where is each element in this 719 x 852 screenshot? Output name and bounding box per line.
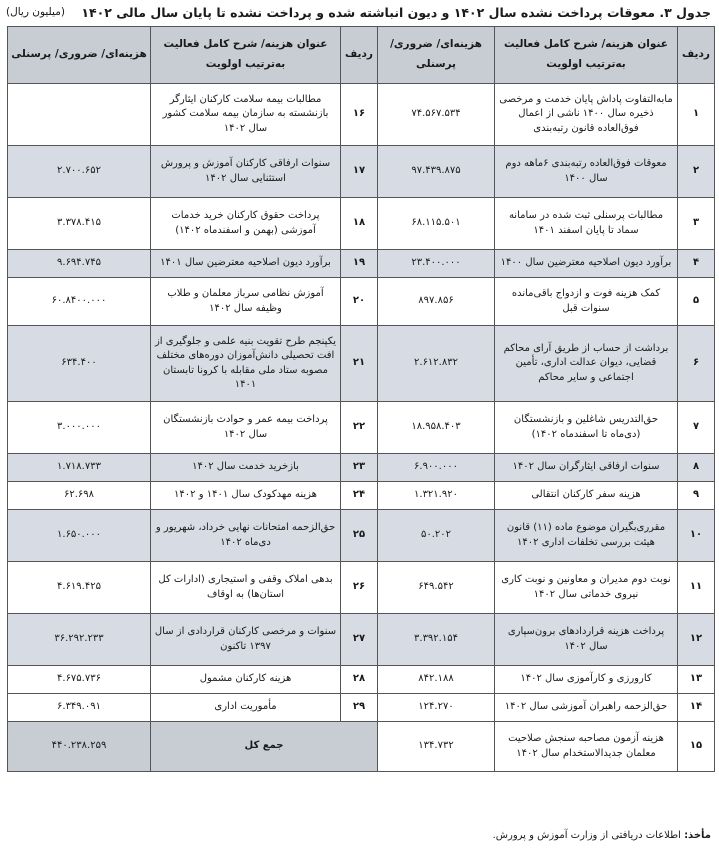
- expense-description-2: پرداخت بیمه عمر و حوادث بازنشستگان سال ۱۴۰۲: [151, 402, 341, 454]
- table-row: [8, 454, 715, 482]
- row-number-2: ۲۴: [341, 482, 378, 510]
- expense-description: مقرری‌بگیران موضوع ماده (۱۱) قانون هیئت بررسی تخلفات اداری ۱۴۰۲: [495, 510, 678, 562]
- row-number-2: ۲۵: [341, 510, 378, 562]
- row-number: ۶: [678, 326, 715, 402]
- header-row: [8, 27, 715, 84]
- arrears-table: [7, 26, 715, 772]
- table-row: [8, 326, 715, 402]
- row-number: ۳: [678, 198, 715, 250]
- expense-description-2: بدهی املاک وقفی و استیجاری (ادارات کل استان‌ها) به اوقاف: [151, 562, 341, 614]
- row-number-2: ۲۱: [341, 326, 378, 402]
- expense-amount: ۵۰.۲۰۲: [378, 510, 495, 562]
- expense-amount-2: ۳.۳۷۸.۴۱۵: [8, 198, 151, 250]
- header-cost: هزینه‌ای/ ضروری/ پرسنلی: [378, 27, 495, 84]
- expense-amount-2: ۴.۶۱۹.۴۲۵: [8, 562, 151, 614]
- row-number-2: ۲۸: [341, 666, 378, 694]
- expense-amount: ۲۳.۴۰۰.۰۰۰: [378, 250, 495, 278]
- table-row: [8, 146, 715, 198]
- row-number: ۱۳: [678, 666, 715, 694]
- expense-amount-2: ۱.۶۵۰.۰۰۰: [8, 510, 151, 562]
- table-row: [8, 402, 715, 454]
- source-note: [493, 830, 711, 841]
- expense-amount-2: ۹.۶۹۴.۷۴۵: [8, 250, 151, 278]
- expense-description: هزینه آزمون مصاحبه سنجش صلاحیت معلمان جدیدالاستخدام سال ۱۴۰۲: [495, 722, 678, 772]
- expense-description: سنوات ارفاقی ایثارگران سال ۱۴۰۲: [495, 454, 678, 482]
- row-number-2: ۲۰: [341, 278, 378, 326]
- row-number-2: ۲۳: [341, 454, 378, 482]
- grand-total: ۴۴۰.۲۳۸.۲۵۹: [8, 722, 151, 772]
- expense-description: کارورزی و کارآموزی سال ۱۴۰۲: [495, 666, 678, 694]
- expense-amount-2: [8, 84, 151, 146]
- header-description-2: عنوان هزینه/ شرح کامل فعالیت به‌ترتیب اولویت: [151, 27, 341, 84]
- expense-amount: ۹۷.۴۳۹.۸۷۵: [378, 146, 495, 198]
- expense-description: پرداخت هزینه قراردادهای برون‌سپاری سال ۱۴۰۲: [495, 614, 678, 666]
- expense-amount: ۶.۹۰۰.۰۰۰: [378, 454, 495, 482]
- row-number: ۵: [678, 278, 715, 326]
- table-row: [8, 614, 715, 666]
- table-row: [8, 562, 715, 614]
- expense-description-2: آموزش نظامی سرباز معلمان و طلاب وظیفه سال ۱۴۰۲: [151, 278, 341, 326]
- row-number: ۲: [678, 146, 715, 198]
- expense-description: مابه‌التفاوت پاداش پایان خدمت و مرخصی ذخیره سال ۱۴۰۰ ناشی از اعمال فوق‌العاده قانون رتبه‌بندی: [495, 84, 678, 146]
- expense-amount: ۲.۶۱۲.۸۳۲: [378, 326, 495, 402]
- expense-description-2: مطالبات بیمه سلامت کارکنان ایثارگر بازنشسته به سازمان بیمه سلامت کشور سال ۱۴۰۲: [151, 84, 341, 146]
- row-number-2: ۱۷: [341, 146, 378, 198]
- expense-description-2: سنوات ارفاقی کارکنان آموزش و پرورش استثنایی سال ۱۴۰۲: [151, 146, 341, 198]
- expense-amount: ۶۴۹.۵۴۲: [378, 562, 495, 614]
- table-caption: [6, 2, 711, 22]
- row-number: ۱۰: [678, 510, 715, 562]
- table-row: [8, 694, 715, 722]
- row-number: ۱۴: [678, 694, 715, 722]
- expense-description-2: یکپنجم طرح تقویت بنیه علمی و جلوگیری از افت تحصیلی دانش‌آموزان دوره‌های مختلف مصوبه ستاد ملی مقابله با کرونا تابستان ۱۴۰۱: [151, 326, 341, 402]
- expense-amount-2: ۳۶.۲۹۲.۲۳۳: [8, 614, 151, 666]
- expense-description: حق‌الزحمه راهبران آموزشی سال ۱۴۰۲: [495, 694, 678, 722]
- expense-amount-2: ۱.۷۱۸.۷۳۳: [8, 454, 151, 482]
- expense-amount-2: ۶۰.۸۴۰۰.۰۰۰: [8, 278, 151, 326]
- row-number-2: ۲۶: [341, 562, 378, 614]
- expense-amount: ۱۲۴.۲۷۰: [378, 694, 495, 722]
- expense-description-2: هزینه مهدکودک سال ۱۴۰۱ و ۱۴۰۲: [151, 482, 341, 510]
- expense-amount-2: ۴.۶۷۵.۷۳۶: [8, 666, 151, 694]
- row-number: ۱۱: [678, 562, 715, 614]
- expense-description: برآورد دیون اصلاحیه معترضین سال ۱۴۰۰: [495, 250, 678, 278]
- header-row-number-2: ردیف: [341, 27, 378, 84]
- expense-amount-2: ۲.۷۰۰.۶۵۲: [8, 146, 151, 198]
- expense-description-2: حق‌الزحمه امتحانات نهایی خرداد، شهریور و دی‌ماه ۱۴۰۲: [151, 510, 341, 562]
- row-number: ۸: [678, 454, 715, 482]
- expense-description-2: بازخرید خدمت سال ۱۴۰۲: [151, 454, 341, 482]
- expense-amount-2: ۳.۰۰۰.۰۰۰: [8, 402, 151, 454]
- table-row: [8, 510, 715, 562]
- total-label: جمع کل: [151, 722, 378, 772]
- source-text: اطلاعات دریافتی از وزارت آموزش و پرورش.: [492, 830, 681, 841]
- source-label: مأخذ:: [684, 830, 711, 841]
- expense-description: حق‌التدریس شاغلین و بازنشستگان (دی‌ماه تا اسفندماه ۱۴۰۲): [495, 402, 678, 454]
- expense-description-2: سنوات و مرخصی کارکنان قراردادی از سال ۱۳۹۷ تاکنون: [151, 614, 341, 666]
- expense-amount: ۱۳۴.۷۳۲: [378, 722, 495, 772]
- unit-label: (میلیون ریال): [6, 6, 65, 18]
- expense-description-2: برآورد دیون اصلاحیه معترضین سال ۱۴۰۱: [151, 250, 341, 278]
- expense-amount: ۱.۳۲۱.۹۲۰: [378, 482, 495, 510]
- row-number: ۷: [678, 402, 715, 454]
- table-row: [8, 722, 715, 772]
- header-row-number: ردیف: [678, 27, 715, 84]
- row-number-2: ۲۷: [341, 614, 378, 666]
- row-number: ۱: [678, 84, 715, 146]
- row-number: ۱۵: [678, 722, 715, 772]
- header-description: عنوان هزینه/ شرح کامل فعالیت به‌ترتیب اولویت: [495, 27, 678, 84]
- expense-amount: ۳.۳۹۲.۱۵۴: [378, 614, 495, 666]
- expense-amount: ۸۹۷.۸۵۶: [378, 278, 495, 326]
- row-number-2: ۱۹: [341, 250, 378, 278]
- row-number: ۱۲: [678, 614, 715, 666]
- expense-description-2: مأموریت اداری: [151, 694, 341, 722]
- table-row: [8, 482, 715, 510]
- expense-amount-2: ۶۳۴.۴۰۰: [8, 326, 151, 402]
- table-title: جدول ۳. معوقات پرداخت نشده سال ۱۴۰۲ و دیون انباشته شده و پرداخت نشده تا پایان سال مالی ۱۴۰۲: [81, 4, 711, 20]
- header-cost-2: هزینه‌ای/ ضروری/ پرسنلی: [8, 27, 151, 84]
- row-number-2: ۱۸: [341, 198, 378, 250]
- expense-description: برداشت از حساب از طریق آرای محاکم قضایی، دیوان عدالت اداری، تأمین اجتماعی و سایر محاکم: [495, 326, 678, 402]
- expense-amount: ۶۸.۱۱۵.۵۰۱: [378, 198, 495, 250]
- expense-amount: ۸۴۲.۱۸۸: [378, 666, 495, 694]
- expense-amount: ۷۴.۵۶۷.۵۳۴: [378, 84, 495, 146]
- expense-description: هزینه سفر کارکنان انتقالی: [495, 482, 678, 510]
- expense-description: معوقات فوق‌العاده رتبه‌بندی ۶ماهه دوم سال ۱۴۰۰: [495, 146, 678, 198]
- row-number-2: ۲۲: [341, 402, 378, 454]
- expense-description: مطالبات پرسنلی ثبت شده در سامانه سماد تا پایان اسفند ۱۴۰۱: [495, 198, 678, 250]
- table-row: [8, 278, 715, 326]
- row-number-2: ۱۶: [341, 84, 378, 146]
- expense-amount-2: ۶۲.۶۹۸: [8, 482, 151, 510]
- expense-description-2: پرداخت حقوق کارکنان خرید خدمات آموزشی (بهمن و اسفندماه ۱۴۰۲): [151, 198, 341, 250]
- expense-description: کمک هزینه فوت و ازدواج باقی‌مانده سنوات قبل: [495, 278, 678, 326]
- expense-amount-2: ۶.۳۴۹.۰۹۱: [8, 694, 151, 722]
- table-row: [8, 84, 715, 146]
- expense-description-2: هزینه کارکنان مشمول: [151, 666, 341, 694]
- row-number: ۹: [678, 482, 715, 510]
- table-row: [8, 250, 715, 278]
- row-number-2: ۲۹: [341, 694, 378, 722]
- table-row: [8, 666, 715, 694]
- expense-description: نوبت دوم مدیران و معاونین و نوبت کاری نیروی خدماتی سال ۱۴۰۲: [495, 562, 678, 614]
- table-row: [8, 198, 715, 250]
- row-number: ۴: [678, 250, 715, 278]
- expense-amount: ۱۸.۹۵۸.۴۰۳: [378, 402, 495, 454]
